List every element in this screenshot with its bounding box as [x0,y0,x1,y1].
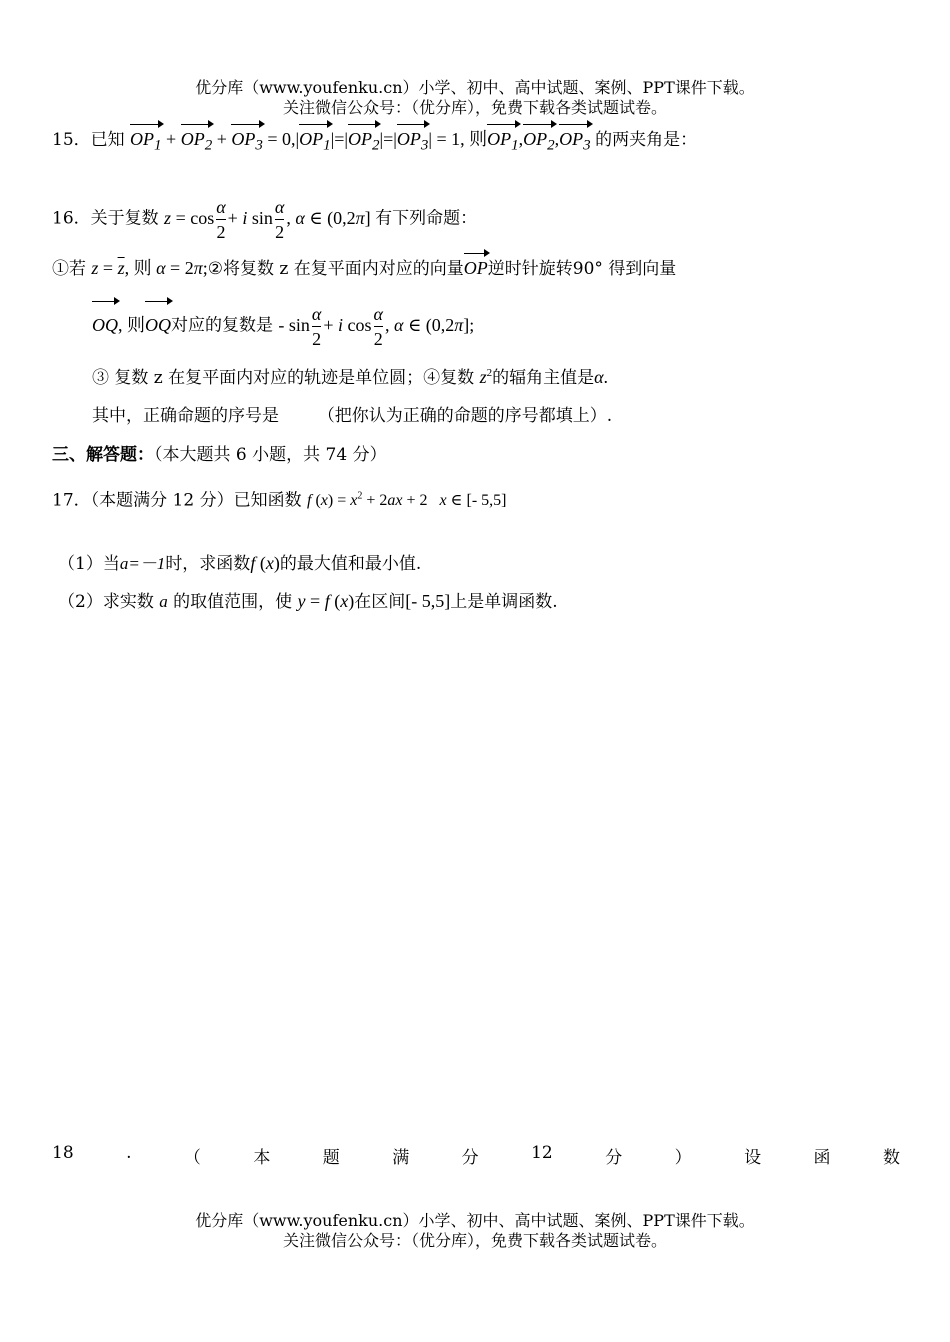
q16-answer-note: （把你认为正确的命题的序号都填上）. [317,406,613,426]
vector-op: OP [463,258,488,278]
q16-item3-end: 的辐角主值是 [492,368,595,388]
footer-line-2: 关注微信公众号：（优分库），免费下载各类试题试卷。 [282,1231,667,1250]
q16-answer-line [92,405,612,427]
q17-part2-interval: [- 5,5] [405,591,451,611]
q16-item3: ③ 复数 z 在复平面内对应的轨迹是单位圆；④复数 [92,368,475,388]
q16-formula: z = cos $\frac{\alpha}{2}$ + i sin $\frac{\alpha}{2}$ , α ∈ (0,2π] [164,197,376,242]
q15-number: 15． [52,130,91,150]
q16-number: 16． [52,208,91,229]
q17-part2-mid: 在区间 [354,592,406,612]
q18-token: 分 [461,1148,479,1168]
q15-end: ： [680,130,698,150]
q18-token: . [126,1143,132,1163]
q17-part1-lead: （1）当 [58,554,120,574]
q17-part2-formula: y = f (x) [297,591,355,611]
q16-item2-end: 得到向量 [608,259,677,279]
question-15 [52,128,697,157]
q16-items-3-4 [92,362,608,389]
q17-part2-end: 上是单调函数. [450,592,558,612]
section-3-note: （本大题共 6 小题，共 74 分） [154,445,387,465]
question-17 [52,486,506,512]
q17-number: 17． [52,490,91,511]
q16-item2-prefix: ②将复数 z 在复平面内对应的向量 [207,259,464,279]
q16-lead: 关于复数 [90,208,159,229]
q18-token: （ [183,1148,201,1168]
q16-answer-prompt: 其中，正确命题的序号是 [92,406,279,426]
q16-item2b-formula-1: OQ, 则OQ [92,315,171,335]
q18-token: 题 [322,1148,340,1168]
q18-token: 函 [813,1148,831,1168]
q17-part1-end: 的最大值和最小值. [279,554,422,574]
q18-token: 分 [605,1148,623,1168]
q16-item1-formula: $z = \overline{z}$, 则 α = 2π; [91,258,208,278]
q16-item1-prefix: ①若 [52,259,86,279]
footer-line-1: 优分库（www.youfenku.cn）小学、初中、高中试题、案例、PPT课件下载。 [195,1211,755,1230]
q15-tail: 的两夹角是 [595,130,681,150]
q16-tail: 有下列命题： [375,208,478,229]
q17-part1-text: 时，求函数 [165,554,251,574]
q16-item4-alpha: α. [594,367,609,387]
q16-item2b-formula-2: - sin $\frac{\alpha}{2}$ + i cos $\frac{\alpha}{2}$ , α ∈ (0,2π]; [278,304,475,349]
section-3-title: 三、解答题： [52,445,154,465]
q17-formula: f $(x) = x^2 + 2ax + 2$ x ∈ [- 5,5] [307,491,507,510]
q17-part-1 [58,552,421,575]
q16-item4-z2: $z^2$ [479,367,493,387]
q17-part2-text: 的取值范围，使 [173,592,293,612]
q16-item2-continued [92,302,474,351]
question-18 [52,1143,900,1168]
q17-part2-a: a [159,592,168,611]
q16-item2b-mid: 对应的复数是 [171,315,273,336]
q17-part1-cond: a=－1 [119,554,166,573]
q17-lead: （本题满分 12 分）已知函数 [90,490,302,511]
question-16 [52,195,477,244]
q15-lead: 已知 [90,130,125,150]
q16-items-1-2 [52,257,676,280]
q17-part-2 [58,590,558,613]
q18-token: 满 [392,1148,410,1168]
q16-item2-mid: 逆时针旋转 [487,259,573,279]
q18-token: 12 [531,1143,553,1163]
q16-item2-deg: 90° [572,259,603,279]
q18-token: 18 [52,1143,74,1163]
header-line-2: 关注微信公众号：（优分库），免费下载各类试题试卷。 [282,98,667,117]
q18-token: 本 [253,1148,271,1168]
q18-token: 设 [744,1148,762,1168]
section-3-heading [52,444,387,466]
q18-token: 数 [882,1148,900,1168]
header-line-1: 优分库（www.youfenku.cn）小学、初中、高中试题、案例、PPT课件下载。 [195,78,755,97]
q17-part2-lead: （2）求实数 [58,592,154,612]
q17-part1-fx: f (x) [250,553,280,573]
q18-token: ） [674,1148,692,1168]
q15-formula: $OP_1 + OP_2 + OP_3 = 0,|OP_1|=|OP_2|=|OP_3| = 1$, 则$OP_1,OP_2,OP_3$ [130,129,595,149]
